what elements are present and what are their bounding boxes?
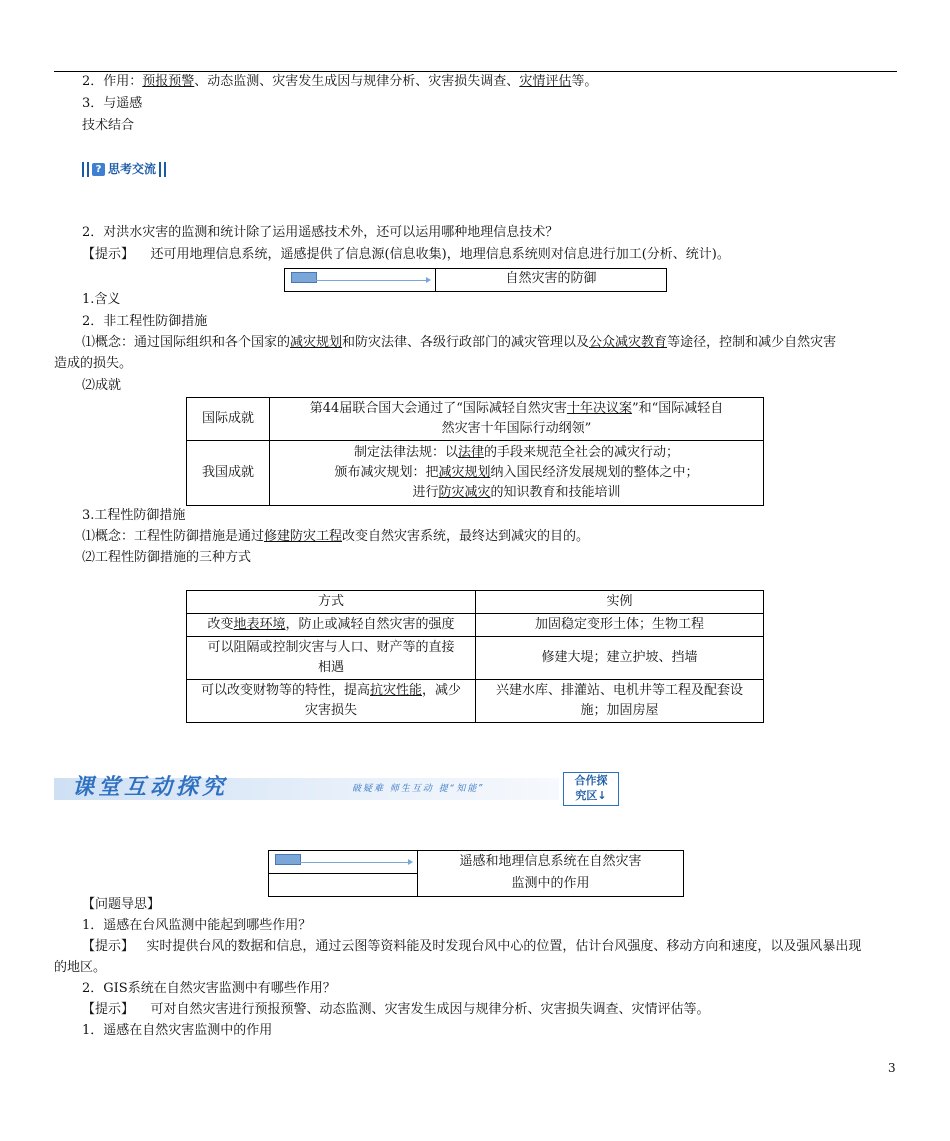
bar-left (82, 162, 84, 177)
row-label: 国际成就 (187, 398, 270, 441)
flood-question: 2．对洪水灾害的监测和统计除了运用遥感技术外，还可以运用哪种地理信息技术？ (82, 225, 559, 240)
think-banner (82, 160, 166, 178)
section-tag-monitoring (268, 850, 684, 897)
tag-title-line1: 遥感和地理信息系统在自然灾害 (459, 854, 642, 869)
meaning-line: 1.含义 (82, 292, 121, 307)
effect-line: 2．作用：预报预警、动态监测、灾害发生成因与规律分析、灾害损失调查、灾情评估等。 (82, 74, 598, 89)
page-number: 3 (888, 1061, 896, 1075)
bar-right (159, 162, 161, 177)
tag-badge-icon (291, 272, 317, 283)
eng-line: 3.工程性防御措施 (82, 508, 186, 523)
inquiry-hint1-cont: 的地区。 (54, 960, 107, 975)
table-row (187, 441, 764, 506)
think-label: 思考交流 (108, 162, 157, 176)
eng-concept-line: ⑴概念：工程性防御措施是通过修建防灾工程改变自然灾害系统，最终达到减灾的目的。 (82, 529, 590, 544)
tag-title: 自然灾害的防御 (505, 271, 597, 286)
table-row (187, 680, 764, 723)
table-row (187, 398, 764, 441)
header-cell: 方式 (187, 591, 476, 614)
classroom-banner (54, 772, 617, 804)
cell: 加固稳定变形土体；生物工程 (476, 614, 764, 637)
tag-badge-icon (275, 854, 301, 865)
tag-title-line2: 监测中的作用 (511, 876, 590, 891)
inquiry-q2: 2．GIS系统在自然灾害监测中有哪些作用？ (82, 981, 336, 996)
concept-line-cont: 造成的损失。 (54, 356, 133, 371)
arrow-icon (299, 862, 409, 863)
row-content: 制定法律法规：以法律的手段来规范全社会的减灾行动； 颁布减灾规划：把减灾规划纳入国民经济发展规划的整体之中； 进行防灾减灾的知识教育和技能培训 (270, 441, 764, 506)
achievements-line: ⑵成就 (82, 378, 122, 393)
cell: 修建大堤；建立护坡、挡墙 (476, 637, 764, 680)
table-row (187, 614, 764, 637)
header-cell: 实例 (476, 591, 764, 614)
table-header (187, 591, 764, 614)
question-icon: ? (92, 163, 105, 176)
row-label: 我国成就 (187, 441, 270, 506)
non-eng-line: 2．非工程性防御措施 (82, 314, 208, 329)
ways-table (186, 590, 764, 723)
banner-title: 课堂互动探究 (72, 774, 229, 800)
cell: 改变地表环境，防止或减轻自然灾害的强度 (187, 614, 476, 637)
inquiry-hint1: 【提示】 实时提供台风的数据和信息，通过云图等资料能及时发现台风中心的位置，估计台风强度、移动方向和速度，以及强风暴出现 (82, 939, 862, 954)
banner-subtitle: 破疑难 师生互动 提“知能” (352, 784, 485, 794)
cell: 可以阻隔或控制灾害与人口、财产等的直接 相遇 (187, 637, 476, 680)
coop-badge: 合作探 究区↓ (563, 772, 619, 806)
inquiry-hint2: 【提示】 可对自然灾害进行预报预警、动态监测、灾害发生成因与规律分析、灾害损失调查、灾情评估等。 (82, 1002, 710, 1017)
concept-line: ⑴概念：通过国际组织和各个国家的减灾规划和防灾法律、各级行政部门的减灾管理以及公众减灾教育等途径，控制和减少自然灾害 (82, 335, 837, 350)
arrow-icon (315, 280, 427, 281)
row-content: 第44届联合国大会通过了“国际减轻自然灾害十年决议案”和“国际减轻自 然灾害十年国际行动纲领” (270, 398, 764, 441)
inquiry-last: 1．遥感在自然灾害监测中的作用 (82, 1023, 273, 1038)
section-tag-defense (284, 268, 667, 292)
tech-line: 技术结合 (82, 118, 135, 133)
flood-hint: 【提示】 还可用地理信息系统，遥感提供了信息源(信息收集)，地理信息系统则对信息进行加工(分析、统计)。 (82, 247, 730, 262)
rs-line: 3．与遥感 (82, 96, 143, 111)
table-row (187, 637, 764, 680)
inquiry-q1: 1．遥感在台风监测中能起到哪些作用？ (82, 918, 312, 933)
cell: 可以改变财物等的特性，提高抗灾性能，减少 灾害损失 (187, 680, 476, 723)
eng-ways-line: ⑵工程性防御措施的三种方式 (82, 550, 252, 565)
bar-right-2 (164, 162, 166, 177)
inquiry-head: 【问题导思】 (82, 897, 161, 912)
cell: 兴建水库、排灌站、电机井等工程及配套设 施；加固房屋 (476, 680, 764, 723)
achievements-table (186, 397, 764, 506)
bar-left-2 (87, 162, 89, 177)
